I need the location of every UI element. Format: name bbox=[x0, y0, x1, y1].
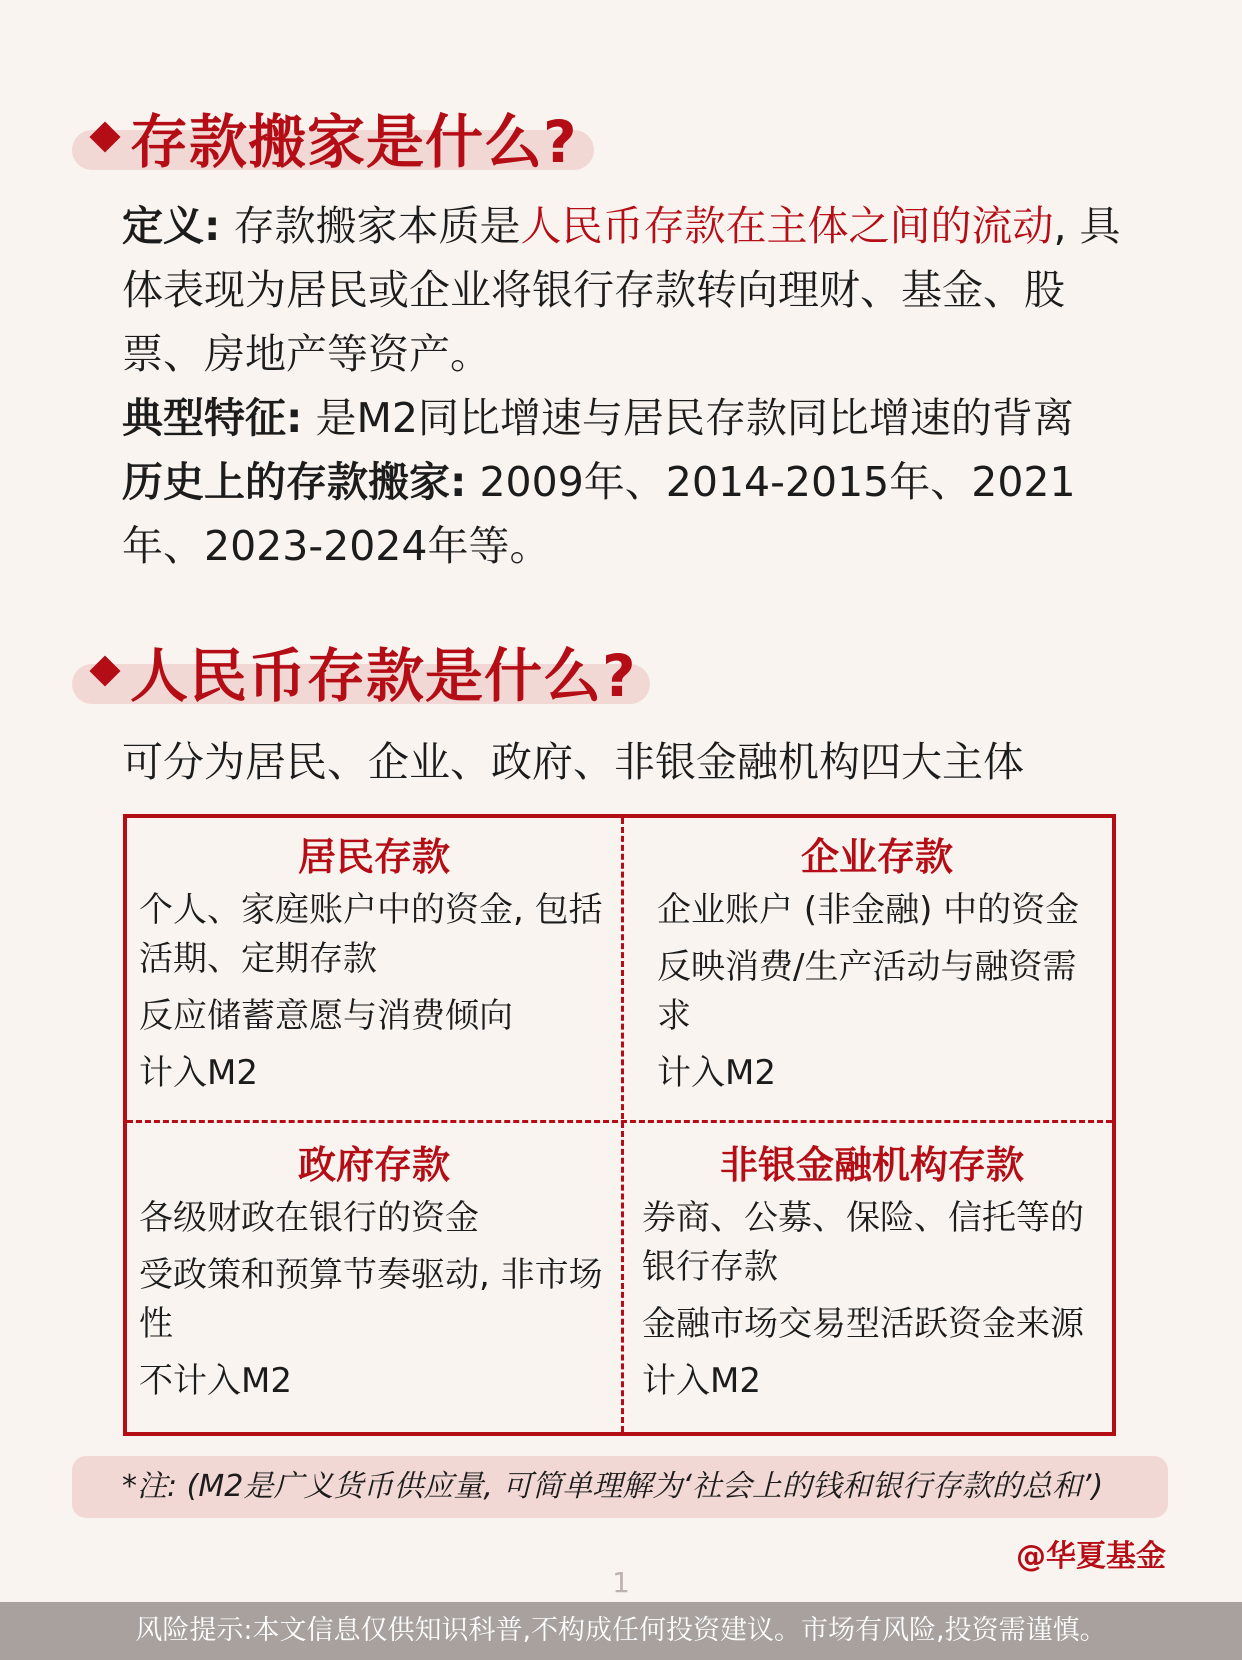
cell-line: 个人、家庭账户中的资金, 包括活期、定期存款 bbox=[139, 890, 603, 979]
cell-line: 不计入M2 bbox=[139, 1361, 292, 1401]
cell-title: 政府存款 bbox=[297, 1143, 450, 1187]
section1-body bbox=[122, 194, 1122, 578]
cell-household-deposit bbox=[139, 832, 609, 1106]
cell-line: 反映消费/生产活动与融资需求 bbox=[657, 947, 1077, 1036]
m2-note: *注: (M2是广义货币供应量, 可简单理解为‘社会上的钱和银行存款的总和’) bbox=[72, 1456, 1168, 1518]
grid-divider-vertical bbox=[621, 818, 624, 1432]
grid-divider-horizontal bbox=[127, 1120, 1112, 1123]
section-heading-rmb-deposit bbox=[72, 634, 637, 708]
feature-text: 是M2同比增速与居民存款同比增速的背离 bbox=[302, 394, 1074, 442]
cell-line: 计入M2 bbox=[139, 1053, 258, 1093]
cell-line: 券商、公募、保险、信托等的银行存款 bbox=[642, 1198, 1084, 1287]
cell-line: 受政策和预算节奏驱动, 非市场性 bbox=[139, 1255, 603, 1344]
history-label: 历史上的存款搬家: bbox=[122, 458, 467, 506]
brand-handle: @华夏基金 bbox=[1016, 1539, 1166, 1574]
definition-text-rest: , 具体表现为居民或企业将银行存款转向理财、基金、股票、房地产等资产。 bbox=[122, 202, 1121, 378]
cell-title: 企业存款 bbox=[800, 835, 953, 879]
section-heading-deposit-migration bbox=[72, 100, 578, 174]
section-title: 存款搬家是什么? bbox=[130, 108, 578, 176]
cell-nonbank-deposit bbox=[642, 1140, 1102, 1414]
definition-paragraph bbox=[122, 194, 1122, 386]
cell-title: 非银金融机构存款 bbox=[719, 1143, 1024, 1187]
definition-highlight: 人民币存款在主体之间的流动 bbox=[520, 202, 1054, 250]
cell-line: 反应储蓄意愿与消费倾向 bbox=[139, 996, 513, 1036]
risk-disclaimer-footer: 风险提示:本文信息仅供知识科普,不构成任何投资建议。市场有风险,投资需谨慎。 bbox=[0, 1602, 1242, 1660]
feature-paragraph bbox=[122, 386, 1122, 450]
cell-line: 计入M2 bbox=[642, 1361, 761, 1401]
deposit-types-grid bbox=[123, 814, 1116, 1436]
cell-enterprise-deposit bbox=[657, 832, 1097, 1106]
history-paragraph bbox=[122, 450, 1122, 578]
cell-line: 企业账户 (非金融) 中的资金 bbox=[657, 890, 1080, 930]
cell-line: 计入M2 bbox=[657, 1053, 776, 1093]
section-title: 人民币存款是什么? bbox=[130, 642, 637, 710]
definition-text: 存款搬家本质是 bbox=[220, 202, 521, 250]
definition-label: 定义: bbox=[122, 202, 221, 250]
page-number: 1 bbox=[612, 1566, 630, 1599]
history-text: 2009年、2014-2015年、2021年、2023-2024年等。 bbox=[122, 458, 1076, 570]
feature-label: 典型特征: bbox=[122, 394, 303, 442]
cell-government-deposit bbox=[139, 1140, 609, 1414]
cell-line: 金融市场交易型活跃资金来源 bbox=[642, 1304, 1084, 1344]
cell-title: 居民存款 bbox=[297, 835, 450, 879]
section2-intro: 可分为居民、企业、政府、非银金融机构四大主体 bbox=[122, 738, 1024, 786]
cell-line: 各级财政在银行的资金 bbox=[139, 1198, 479, 1238]
